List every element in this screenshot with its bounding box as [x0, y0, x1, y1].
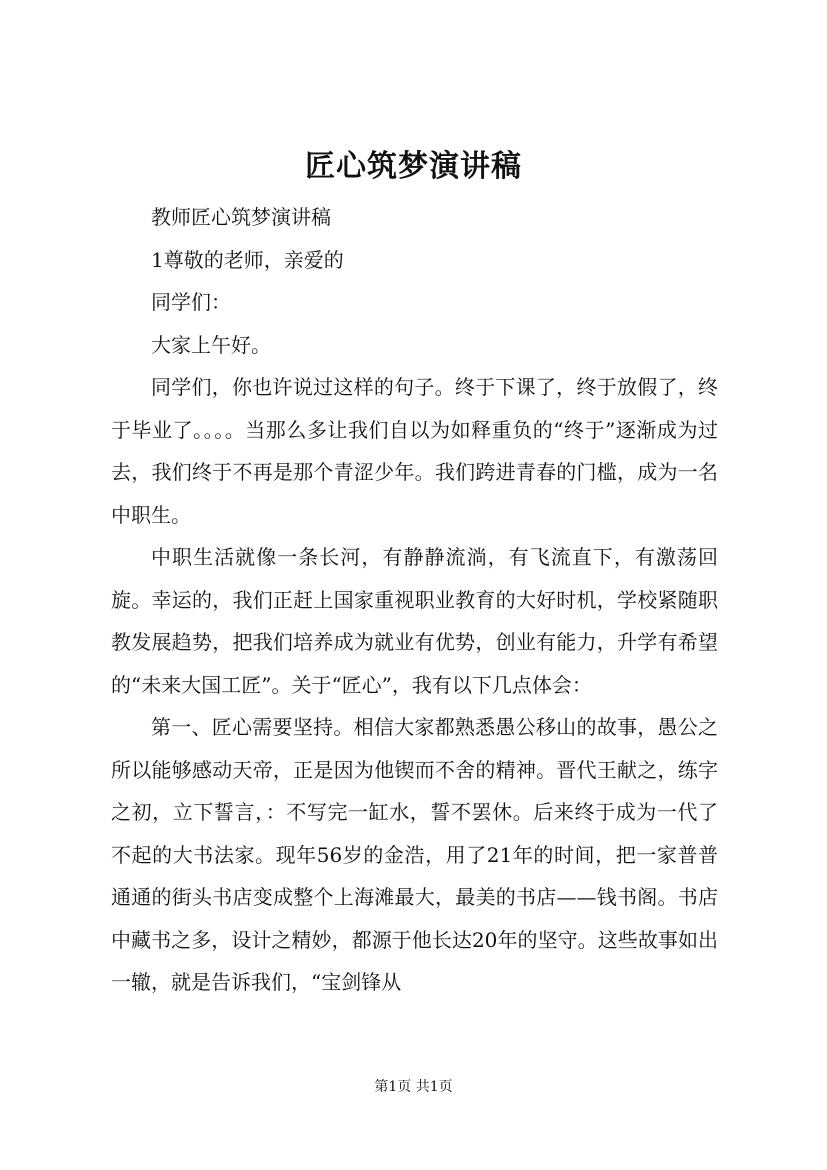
paragraph-salutation-1: 1尊敬的老师，亲爱的	[151, 247, 344, 272]
paragraph-vocational-life: 中职生活就像一条长河，有静静流淌，有飞流直下，有激荡回旋。幸运的，我们正赶上国家重视职业教育的大好时机，学校紧随职教发展趋势，把我们培养成为就业有优势，创业有能力，升学有希望的“未来大国工匠”。关于“匠心”，我有以下几点体会：	[111, 545, 718, 697]
paragraph-point-one: 第一、匠心需要坚持。相信大家都熟悉愚公移山的故事，愚公之所以能够感动天帝，正是因为他锲而不舍的精神。晋代王献之，练字之初，立下誓言，：不写完一缸水，誓不罢休。后来终于成为一代了不起的大书法家。现年56岁的金浩，用了21年的时间，把一家普普通通的街头书店变成整个上海滩最大，最美的书店——钱书阁。书店中藏书之多，设计之精妙，都源于他长达20年的坚守。这些故事如出一辙，就是告诉我们，“宝剑锋从	[111, 715, 718, 994]
page-number-footer: 第1页 共1页	[374, 1079, 453, 1095]
paragraph-intro: 同学们，你也许说过这样的句子。终于下课了，终于放假了，终于毕业了。。。。当那么多让我们自以为如释重负的“终于”逐渐成为过去，我们终于不再是那个青涩少年。我们跨进青春的门槛，成为一名中职生。	[111, 375, 718, 527]
document-body	[111, 196, 718, 1004]
paragraph-subtitle: 教师匠心筑梦演讲稿	[151, 205, 331, 229]
paragraph-salutation-2: 同学们：	[151, 290, 231, 314]
paragraph-greeting: 大家上午好。	[151, 332, 271, 357]
document-title: 匠心筑梦演讲稿	[305, 149, 522, 184]
